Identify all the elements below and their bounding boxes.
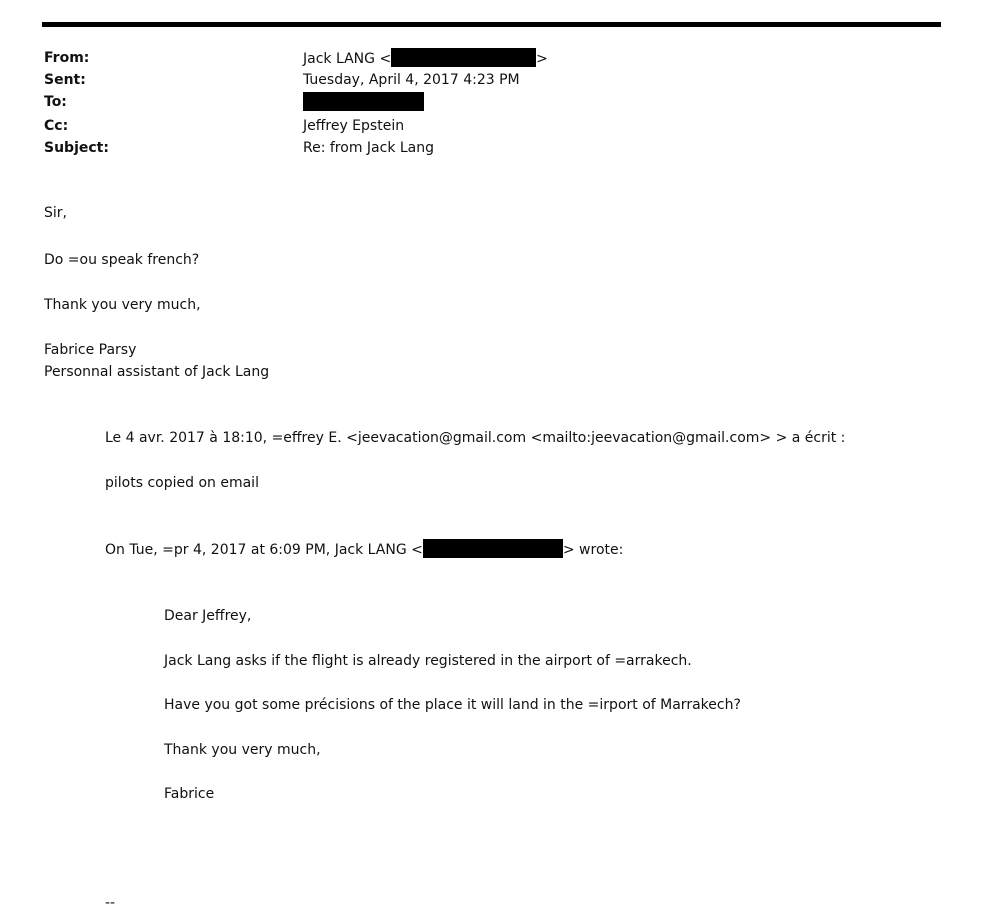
reply-line: Thank you very much,	[44, 297, 201, 313]
attribution-suffix: > wrote:	[562, 542, 624, 558]
nested-quote-attribution	[105, 539, 623, 560]
redaction-bar	[423, 539, 563, 558]
cc-label: Cc:	[44, 118, 69, 134]
to-label: To:	[44, 94, 67, 110]
subject-label: Subject:	[44, 140, 109, 156]
signature-name: Fabrice Parsy	[44, 342, 137, 358]
from-bracket-open: <	[379, 51, 392, 67]
nested-signoff: Fabrice	[164, 786, 215, 802]
reply-line: Do =ou speak french?	[44, 252, 200, 268]
attribution-prefix: On Tue, =pr 4, 2017 at 6:09 PM, Jack LANG <	[105, 542, 423, 558]
from-name: Jack LANG	[303, 51, 375, 67]
redaction-bar	[303, 92, 424, 111]
sent-value: Tuesday, April 4, 2017 4:23 PM	[303, 72, 520, 88]
reply-greeting: Sir,	[44, 205, 67, 221]
from-bracket-close: >	[536, 51, 548, 67]
quoted-attribution: Le 4 avr. 2017 à 18:10, =effrey E. <jeevacation@gmail.com <mailto:jeevacation@gmail.com> > a écrit :	[105, 430, 846, 446]
nested-line: Have you got some précisions of the place it will land in the =irport of Marrakech?	[164, 697, 741, 713]
signature-title: Personnal assistant of Jack Lang	[44, 364, 270, 380]
cc-value: Jeffrey Epstein	[303, 118, 405, 134]
redaction-bar	[391, 48, 536, 67]
subject-value: Re: from Jack Lang	[303, 140, 435, 156]
nested-line: Jack Lang asks if the flight is already registered in the airport of =arrakech.	[164, 653, 692, 669]
nested-line: Thank you very much,	[164, 742, 321, 758]
header-rule	[42, 22, 941, 27]
from-label: From:	[44, 50, 90, 66]
to-value	[303, 92, 424, 113]
nested-greeting: Dear Jeffrey,	[164, 608, 252, 624]
quoted-body: pilots copied on email	[105, 475, 259, 491]
signature-separator: --	[105, 895, 116, 911]
sent-label: Sent:	[44, 72, 86, 88]
from-value	[303, 48, 548, 69]
